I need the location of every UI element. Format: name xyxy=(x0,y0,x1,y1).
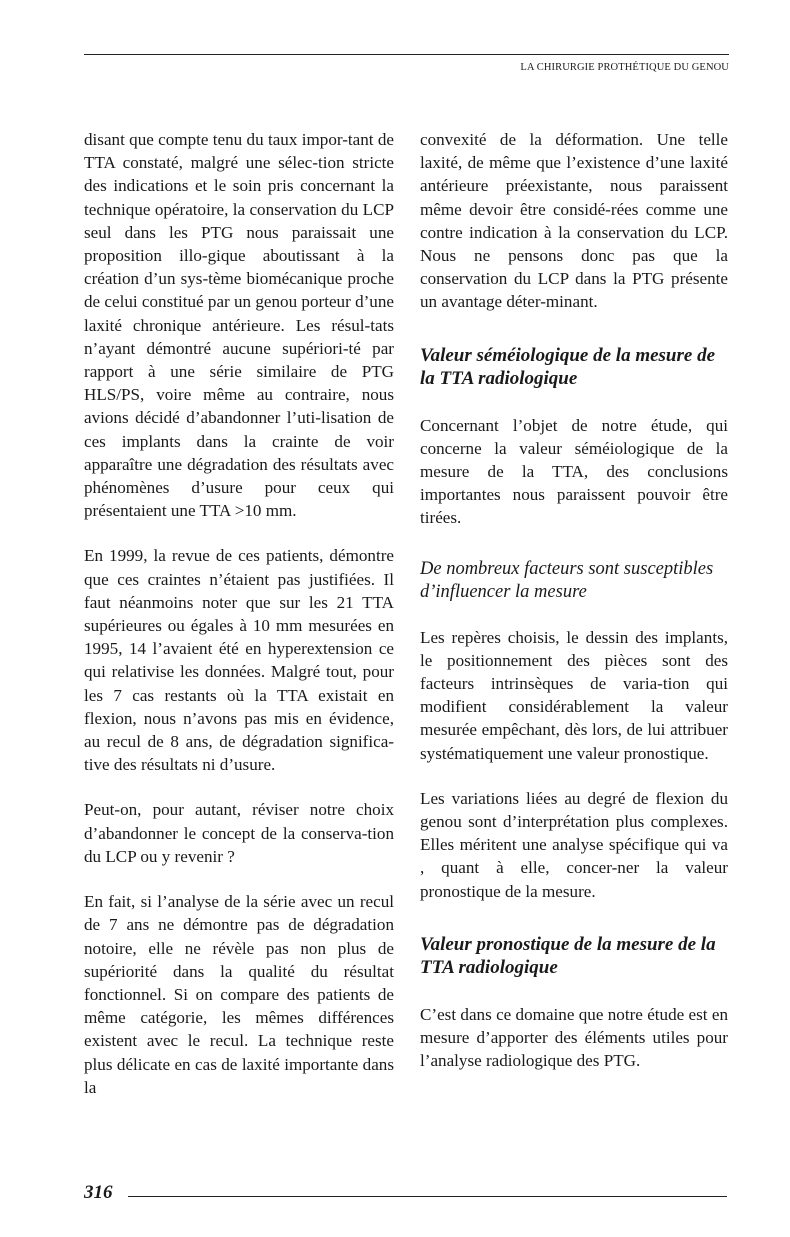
body-paragraph: En 1999, la revue de ces patients, démontre que ces craintes n’étaient pas justifiées. Il faut néanmoins noter que sur les 21 TTA supérieures ou égales à 10 mm mesurées en 1995, 14 l’avaient été en hyperextension ce qui relativise les données. Malgré tout, pour les 7 cas restants où la TTA existait en flexion, nous n’avons pas mis en évidence, au recul de 8 ans, de dégradation significa-tive des résultats ni d’usure. xyxy=(84,546,394,775)
section-heading: Valeur séméiologique de la mesure de la TTA radiologique xyxy=(420,344,716,389)
body-paragraph: Concernant l’objet de notre étude, qui concerne la valeur séméiologique de la mesure de la TTA, des conclusions importantes nous paraissent pouvoir être tirées. xyxy=(420,415,728,528)
header-rule xyxy=(84,54,729,55)
running-title: LA CHIRURGIE PROTHÉTIQUE DU GENOU xyxy=(520,62,729,73)
body-paragraph: disant que compte tenu du taux impor-tant de TTA constaté, malgré une sélec-tion stricte des indications et le soin pris concernant la technique opératoire, la conservation du LCP seul dans les PTG nous paraissait une proposition illo-gique aboutissant à la création d’un sys-tème biomécanique proche de celui constitué par un genou porteur d’une laxité chronique antérieure. Les résul-tats n’ayant démontré aucune supériori-té par rapport à une série similaire de PTG HLS/PS, voire même au contraire, nous avions décidé d’abandonner l’uti-lisation de ces implants dans la crainte de voir apparaître une dégradation des résultats avec phénomènes d’usure pour ceux qui présentaient une TTA >10 mm. xyxy=(84,130,394,521)
section-heading: Valeur pronostique de la mesure de la TTA radiologique xyxy=(420,933,716,978)
page-number: 316 xyxy=(84,1182,113,1203)
subsection-heading: De nombreux facteurs sont susceptibles d’influencer la mesure xyxy=(420,558,714,602)
body-paragraph: C’est dans ce domaine que notre étude est en mesure d’apporter des éléments utiles pour l’analyse radiologique des PTG. xyxy=(420,1004,728,1071)
body-paragraph: Peut-on, pour autant, réviser notre choix d’abandonner le concept de la conserva-tion du LCP ou y revenir ? xyxy=(84,800,394,866)
body-paragraph: Les variations liées au degré de flexion du genou sont d’interprétation plus complexes. Elles méritent une analyse spécifique qui va , quant à elle, concer-ner la valeur pronostique de la mesure. xyxy=(420,788,728,901)
footer-rule xyxy=(128,1196,727,1197)
body-paragraph: Les repères choisis, le dessin des implants, le positionnement des pièces sont des facteurs intrinsèques de varia-tion qui modifient considérablement la valeur mesurée empêchant, dès lors, de lui attribuer systématiquement une valeur pronostique. xyxy=(420,627,728,763)
left-column xyxy=(84,128,394,1121)
body-paragraph: En fait, si l’analyse de la série avec un recul de 7 ans ne démontre pas de dégradation notoire, elle ne révèle pas non plus de supériorité dans la qualité du résultat fonctionnel. Si on compare des patients de même catégorie, les mêmes différences existent avec le recul. La technique reste plus délicate en cas de laxité importante dans la xyxy=(84,892,394,1097)
right-column xyxy=(420,128,728,1094)
body-paragraph: convexité de la déformation. Une telle laxité, de même que l’existence d’une laxité antérieure préexistante, nous paraissent même devoir être considé-rées comme une contre indication à la conservation du LCP. Nous ne pensons donc pas que la conservation du LCP dans la PTG présente un avantage déter-minant. xyxy=(420,130,728,312)
